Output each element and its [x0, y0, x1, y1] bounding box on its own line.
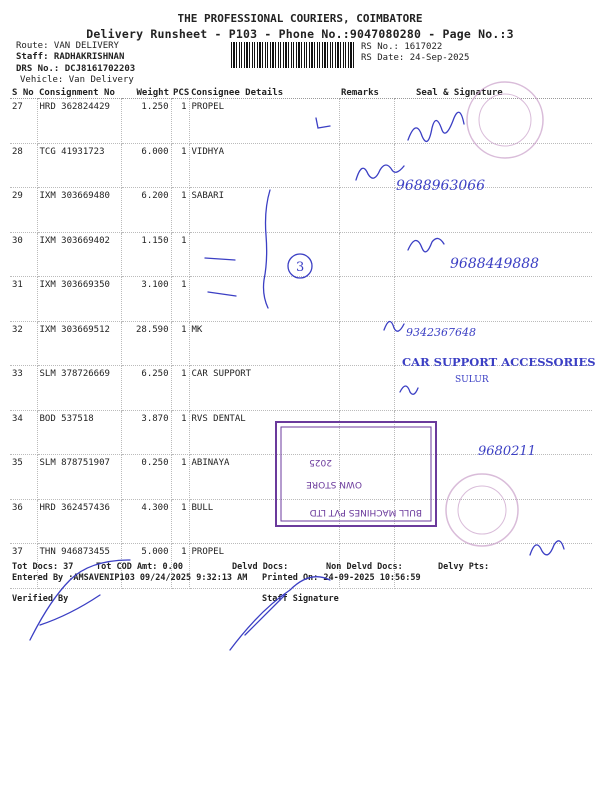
cell-weight: 0.250 — [121, 455, 171, 500]
car-support-stamp-title: CAR SUPPORT ACCESSORIES — [402, 355, 596, 369]
rs-number: RS No.: 1617022 — [361, 42, 443, 52]
cell-sno: 29 — [10, 188, 37, 233]
cell-weight: 6.250 — [121, 366, 171, 411]
circled-digit: 3 — [296, 260, 305, 275]
cell-consignment: THN 946873455 — [37, 544, 121, 589]
cell-pcs: 1 — [171, 188, 189, 233]
car-support-stamp-place: SULUR — [455, 375, 489, 385]
signature-scribble-30 — [408, 238, 444, 251]
cell-consignee: SABARI — [189, 188, 339, 233]
signature-scribble-32 — [384, 321, 404, 331]
route-label: Route: VAN DELIVERY — [16, 41, 119, 51]
col-weight: Weight — [121, 87, 171, 99]
bull-stamp-year: 2025 — [309, 457, 332, 467]
runsheet-subtitle: Delivery Runsheet - P103 - Phone No.:9047080280 - Page No.:3 — [86, 27, 514, 41]
cell-sno: 34 — [10, 410, 37, 455]
non-delivered-docs: Non Delvd Docs: — [326, 562, 403, 572]
verified-by: Verified By — [12, 594, 69, 604]
cell-sno: 28 — [10, 143, 37, 188]
cell-consignee: RVS DENTAL — [189, 410, 339, 455]
bull-stamp-store: OWN STORE — [306, 479, 362, 489]
printed-on: Printed On: 24-09-2025 10:56:59 — [262, 573, 421, 583]
cell-pcs: 1 — [171, 321, 189, 366]
cell-pcs: 1 — [171, 277, 189, 322]
signature-scribble-34 — [400, 386, 418, 394]
bull-stamp-name: BULL MACHINES PVT LTD — [309, 507, 422, 517]
total-cod: Tot COD Amt: 0.00 — [96, 562, 183, 572]
drs-number: DRS No.: DCJ8161702203 — [16, 64, 136, 74]
handwritten-note: 9680211 — [478, 444, 536, 459]
phone-note-3: 9342367648 — [406, 326, 476, 339]
phone-note-2: 9688449888 — [450, 256, 540, 272]
cell-sno: 35 — [10, 455, 37, 500]
cell-consignment: IXM 303669480 — [37, 188, 121, 233]
staff-label: Staff: RADHAKRISHNAN — [16, 52, 125, 62]
staff-signature-label: Staff Signature — [262, 594, 339, 604]
cell-sno: 37 — [10, 544, 37, 589]
dash-31 — [208, 292, 236, 296]
cell-weight: 28.590 — [121, 321, 171, 366]
signature-scribble-27 — [408, 112, 464, 141]
brace-30-31 — [264, 190, 271, 308]
cell-pcs: 1 — [171, 455, 189, 500]
cell-sno: 36 — [10, 499, 37, 544]
cell-pcs: 1 — [171, 544, 189, 589]
cell-consignment: HRD 362824429 — [37, 99, 121, 144]
cell-consignment: SLM 378726669 — [37, 366, 121, 411]
cell-pcs: 1 — [171, 232, 189, 277]
cell-pcs: 1 — [171, 366, 189, 411]
cell-consignee: BULL — [189, 499, 339, 544]
col-seal-signature: Seal & Signature — [394, 87, 592, 99]
delivered-docs: Delvd Docs: — [232, 562, 289, 572]
cell-pcs: 1 — [171, 99, 189, 144]
cell-pcs: 1 — [171, 143, 189, 188]
col-sno: S No — [10, 87, 37, 99]
cell-sno: 30 — [10, 232, 37, 277]
round-seal-top — [467, 82, 543, 158]
phone-note-1: 9688963066 — [396, 178, 486, 194]
cell-consignee: ABINAYA — [189, 455, 339, 500]
staff-signature — [230, 577, 330, 650]
cell-consignment: TCG 41931723 — [37, 143, 121, 188]
cell-weight: 6.000 — [121, 143, 171, 188]
check-mark — [316, 118, 330, 128]
rs-date: RS Date: 24-Sep-2025 — [361, 53, 470, 63]
cell-weight: 5.000 — [121, 544, 171, 589]
dash-30 — [205, 258, 235, 260]
company-title: THE PROFESSIONAL COURIERS, COIMBATORE — [177, 12, 423, 25]
cell-consignment: BOD 537518 — [37, 410, 121, 455]
cell-weight: 3.100 — [121, 277, 171, 322]
cell-pcs: 1 — [171, 410, 189, 455]
col-remarks: Remarks — [339, 87, 394, 99]
vehicle-label: Vehicle: Van Delivery — [20, 75, 134, 85]
signature-scribble-37 — [530, 541, 564, 555]
cell-sno: 31 — [10, 277, 37, 322]
cell-consignee: MK — [189, 321, 339, 366]
bull-stamp — [276, 422, 436, 526]
cell-weight: 4.300 — [121, 499, 171, 544]
entered-by: Entered By :AMSAVENIP103 09/24/2025 9:32:13 AM — [12, 573, 248, 583]
total-docs: Tot Docs: 37 — [12, 562, 74, 572]
cell-consignee: CAR SUPPORT — [189, 366, 339, 411]
cell-weight: 3.870 — [121, 410, 171, 455]
cell-weight: 1.150 — [121, 232, 171, 277]
cell-consignee: PROPEL — [189, 99, 339, 144]
col-consignee: Consignee Details — [189, 87, 339, 99]
cell-consignment: HRD 362457436 — [37, 499, 121, 544]
cell-sno: 27 — [10, 99, 37, 144]
cell-weight: 1.250 — [121, 99, 171, 144]
cell-consignment: SLM 878751907 — [37, 455, 121, 500]
cell-consignee: PROPEL — [189, 544, 339, 589]
cell-consignment: IXM 303669350 — [37, 277, 121, 322]
cell-consignee: VIDHYA — [189, 143, 339, 188]
cell-consignment: IXM 303669402 — [37, 232, 121, 277]
col-pcs: PCS — [173, 87, 189, 98]
verified-signature — [30, 560, 130, 640]
cell-sno: 32 — [10, 321, 37, 366]
round-seal-bottom — [446, 474, 518, 546]
cell-pcs: 1 — [171, 499, 189, 544]
cell-sno: 33 — [10, 366, 37, 411]
delivery-points: Delvy Pts: — [438, 562, 490, 572]
col-consignment: Consignment No — [37, 87, 121, 99]
cell-weight: 6.200 — [121, 188, 171, 233]
cell-consignment: IXM 303669512 — [37, 321, 121, 366]
